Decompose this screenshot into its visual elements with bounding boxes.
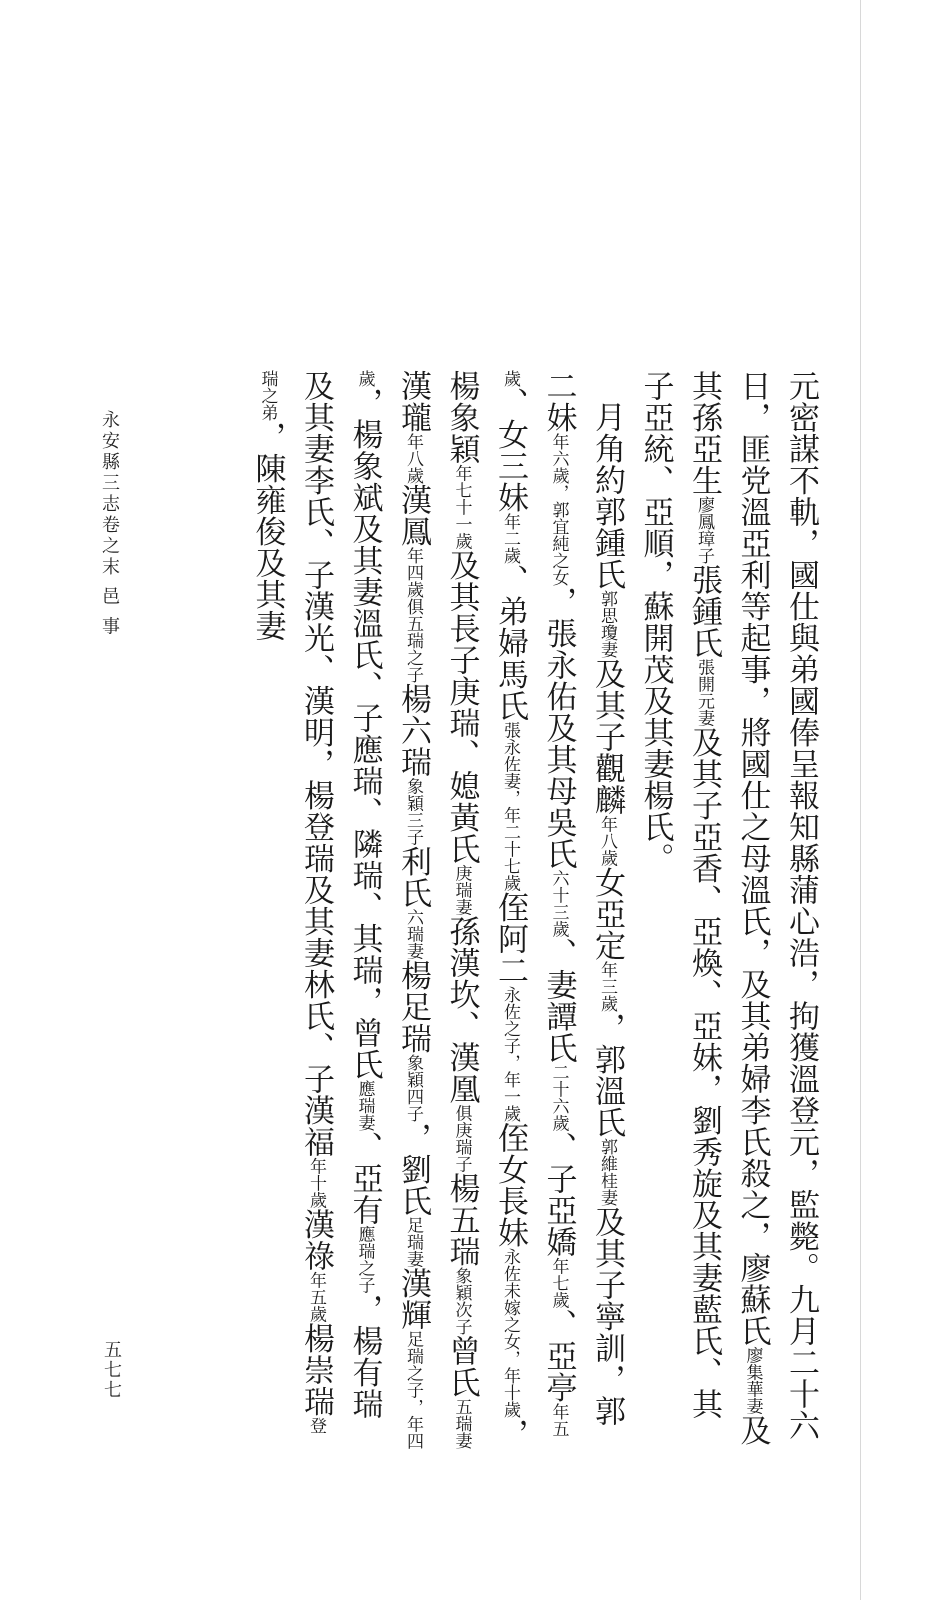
text-segment: 孫漢坎、漢凰 [443,915,480,1105]
annotation-note: 俱庚瑞子 [451,1104,472,1173]
text-segment: 、亞有 [346,1131,383,1226]
annotation-note: 五瑞妻 [451,1398,472,1449]
text-segment: 漢鳳 [395,484,431,547]
annotation-note: 足瑞妻 [403,1216,423,1268]
text-segment: 曾氏 [443,1335,480,1398]
annotation-note: 應瑞妻 [354,1080,375,1131]
text-segment: 及其子亞香、亞煥、亞妹，劉秀旋及其妻藍氏、其子亞統、亞順，蘇開茂及其妻楊氏。 [637,370,722,1420]
annotation-note: 二十六歲 [548,1063,569,1132]
annotation-note: 年八歲 [403,433,423,484]
annotation-note: 廖鳳璋子 [694,496,714,564]
annotation-note: 廖集華妻 [742,1346,763,1415]
annotation-note: 六十三歲 [548,869,569,938]
annotation-note: 年五歲 [306,1271,326,1323]
text-segment: ，楊有瑞及其妻李氏、子漢光、漢明，楊登瑞及其妻林氏、子漢福 [298,370,383,1420]
annotation-note: 永佐未嫁之女，年十歲 [500,1248,520,1418]
text-segment: ，劉氏 [395,1122,431,1217]
text-segment: ，張永佑及其母吳氏 [540,586,577,870]
text-segment: ，郭溫氏 [589,1012,625,1138]
annotation-note: 六瑞妻 [403,908,423,960]
annotation-note: 年六歲，郭宜純之女 [548,433,569,586]
annotation-note: 象穎三子 [403,777,423,846]
page-number: 五七七 [101,1340,122,1400]
text-segment: 侄女長妹 [492,1122,528,1248]
paragraph-p2 [243,370,631,1450]
vertical-body-text [125,370,825,1450]
text-segment: 元密謀不軌，國仕與弟國俸呈報知縣蒲心浩，拘獲溫登元，監斃。九月二十六日，匪党溫亞利等起事，將國仕之母溫氏，及其弟婦李氏殺之， [734,370,819,1441]
annotation-note: 庚瑞妻 [451,864,472,916]
text-segment: 、亞亭 [540,1308,577,1403]
text-segment: ，楊象斌及其妻溫氏、子應瑞、隣瑞、其瑞，曾氏 [346,387,383,1080]
annotation-note: 年五歲 [500,370,569,1437]
text-segment: 漢輝 [395,1267,431,1331]
annotation-note: 張開元妻 [694,658,714,727]
paragraph-p1 [631,370,825,1450]
text-segment: 月角約郭鍾氏 [589,401,625,590]
annotation-note: 象穎次子 [451,1267,472,1335]
text-segment: ，楊象穎 [443,370,528,1450]
text-segment: 、弟婦馬氏 [492,564,528,722]
text-segment: 、女三妹 [492,387,528,513]
annotation-note: 年十歲 [306,1157,326,1209]
page-edge-divider [860,0,861,1600]
annotation-note: 年七十一歲 [451,464,472,550]
running-title: 永安縣三志卷之末 邑 事 [99,410,120,638]
text-segment: 及其子觀麟 [589,658,625,816]
text-segment: 楊五瑞 [443,1172,480,1267]
annotation-note: 年四歲俱五瑞之子 [403,547,423,683]
text-segment: 及其子寧訓，郭二妹 [540,370,625,1427]
text-segment: 漢祿 [298,1208,334,1272]
text-segment: 、妻譚氏 [540,937,577,1064]
text-segment: 、子亞嬌 [540,1131,577,1258]
text-segment: 楊崇瑞 [298,1322,334,1417]
annotation-note: 張永佐妻，年二十七歲 [500,721,520,892]
annotation-note: 郭維桂妻 [597,1138,617,1206]
text-segment: 楊六瑞 [395,683,431,778]
text-segment: 侄阿二 [492,891,528,986]
text-segment: 張鍾氏 [686,564,722,659]
annotation-note: 象穎四子 [403,1054,423,1122]
text-segment: 楊足瑞 [395,959,431,1054]
text-segment: 利氏 [395,845,431,909]
annotation-note: 年二歲 [500,513,520,564]
text-segment: 漢瓏 [395,370,431,433]
text-segment: 及其長子庚瑞、媳黃氏 [443,549,480,865]
annotation-note: 足瑞之子，年四歲 [354,370,423,1450]
text-segment: 及其孫亞生 [686,370,771,1446]
annotation-note: 登瑞之弟 [257,370,326,1434]
annotation-note: 應瑞之子 [354,1225,375,1294]
text-segment: 廖蘇氏 [734,1252,771,1347]
annotation-note: 年八歲 [597,815,617,867]
annotation-note: 年三歲 [597,961,617,1012]
text-segment: ，陳雍俊及其妻 [249,421,286,642]
text-segment: 女亞定 [589,866,625,961]
annotation-note: 郭思瓊妻 [597,590,617,658]
annotation-note: 永佐之子，年一歲 [500,986,520,1122]
annotation-note: 年七歲 [548,1257,569,1309]
